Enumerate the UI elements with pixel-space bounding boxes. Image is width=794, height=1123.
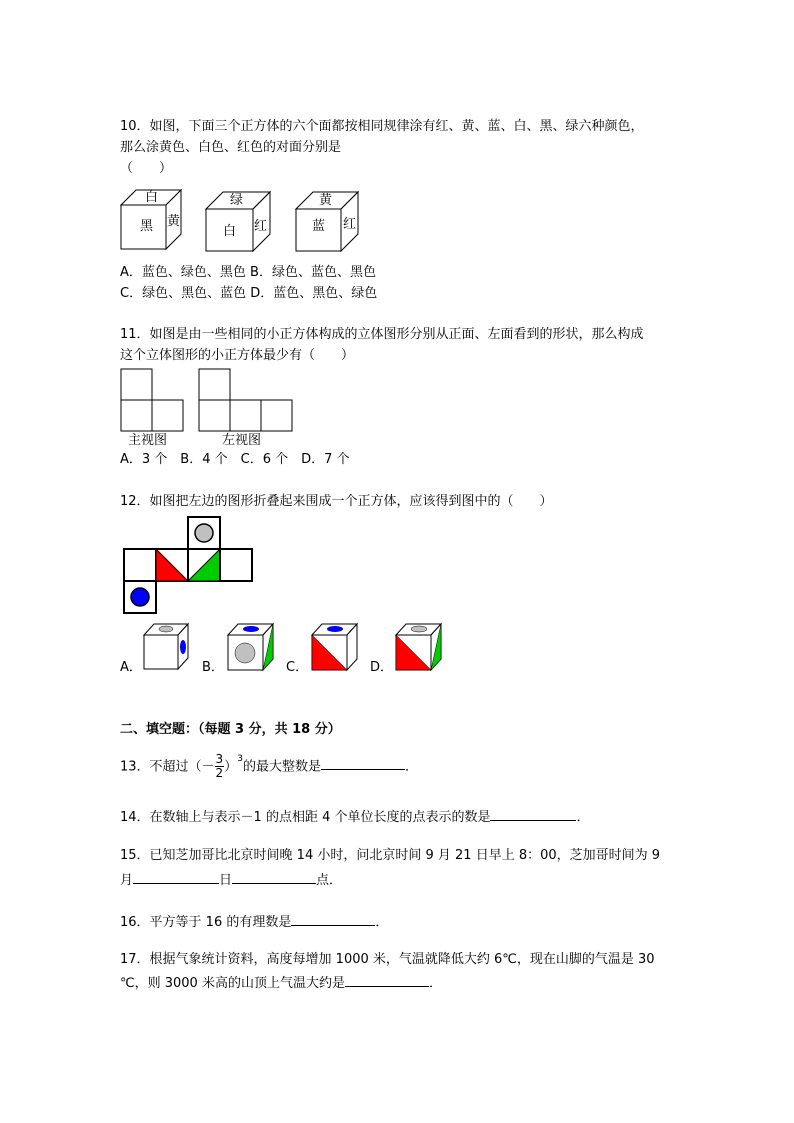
q15-hour: 点． — [316, 873, 343, 888]
q13-end: ． — [404, 759, 418, 775]
q17-line1: 17．根据气象统计资料，高度每增加 1000 米，气温就降低大约 6℃，现在山脚的气温是 30 — [120, 952, 655, 967]
q16 — [120, 911, 388, 932]
q13-answer-blank — [321, 755, 405, 770]
q14 — [120, 806, 590, 827]
q10-cubes-figure — [118, 185, 398, 255]
q10-cube2-front: 白 — [223, 224, 237, 239]
q10-cube3-front: 蓝 — [312, 219, 326, 234]
q15-line1: 15．已知芝加哥比北京时间晚 14 小时，问北京时间 9 月 21 日早上 8：00，芝加哥时间为 9 — [120, 848, 661, 863]
q10-options-cd: C．绿色、黑色、蓝色 D．蓝色、黑色、绿色 — [120, 286, 378, 301]
q12-option-c-cube — [308, 620, 362, 674]
q17-end: ． — [428, 976, 442, 991]
section2-title: 二、填空题：（每题 3 分，共 18 分） — [120, 722, 341, 737]
q10-options-ab: A．蓝色、绿色、黑色 B．绿色、蓝色、黑色 — [120, 265, 376, 280]
q15-day-blank — [133, 869, 219, 884]
q12-option-b-cube — [224, 620, 278, 674]
q12-net-figure — [120, 514, 260, 616]
q15-day: 日 — [219, 873, 233, 888]
q12-cube-net — [124, 517, 252, 613]
q10-cube3-top: 黄 — [319, 193, 333, 208]
q11-views-figure — [118, 367, 298, 435]
q13-exponent: 3 — [237, 754, 243, 764]
q16-answer-blank — [291, 911, 375, 926]
q13 — [120, 745, 418, 781]
q13-numerator: 3 — [215, 752, 224, 767]
q13-prefix: 13．不超过（－ — [120, 759, 215, 775]
q17-line2 — [120, 972, 442, 993]
q12-line1: 12．如图把左边的图形折叠起来围成一个正方体，应该得到图中的（ ） — [120, 494, 553, 509]
q10-cube-1 — [121, 190, 181, 249]
q12-option-b-label: B． — [202, 660, 224, 675]
q13-denominator: 2 — [215, 766, 224, 781]
q10-line2: 那么涂黄色、白色、红色的对面分别是 — [120, 140, 342, 155]
q10-cube2-top: 绿 — [230, 193, 244, 208]
gray-dot-icon — [195, 524, 213, 542]
q10-cube-2 — [206, 192, 270, 251]
q10-cube-3 — [296, 192, 358, 251]
q17-text: ℃，则 3000 米高的山顶上气温大约是 — [120, 976, 345, 991]
q12-option-a-cube — [140, 620, 192, 674]
q10-cube3-side: 红 — [343, 217, 357, 232]
q15-line2 — [120, 869, 342, 890]
q15-hour-blank — [232, 869, 316, 884]
q11-left-view — [199, 369, 292, 431]
q16-end: ． — [375, 915, 389, 930]
q17-answer-blank — [345, 972, 429, 987]
q14-text: 14．在数轴上与表示－1 的点相距 4 个单位长度的点表示的数是 — [120, 810, 491, 825]
q11-line1: 11．如图是由一些相同的小正方体构成的立体图形分别从正面、左面看到的形状，那么构成 — [120, 327, 644, 342]
q13-close: ） — [224, 759, 238, 775]
q10-cube1-front: 黑 — [140, 219, 154, 234]
q16-text: 16．平方等于 16 的有理数是 — [120, 915, 292, 930]
q13-fraction — [215, 753, 225, 780]
q11-label-left: 左视图 — [222, 433, 262, 448]
q12-option-d-label: D． — [370, 660, 394, 675]
q10-cube1-side: 黄 — [167, 214, 181, 229]
q10-cube1-top: 白 — [145, 190, 159, 205]
q12-option-c-label: C． — [286, 660, 309, 675]
q11-line2: 这个立体图形的小正方体最少有（ ） — [120, 348, 355, 363]
q14-end: ． — [576, 810, 590, 825]
q10-paren: （ ） — [120, 161, 173, 176]
q13-suffix: 的最大整数是 — [242, 759, 321, 775]
q14-answer-blank — [490, 806, 576, 821]
q10-cube2-side: 红 — [254, 219, 268, 234]
q11-front-view — [121, 369, 183, 431]
q11-label-front: 主视图 — [128, 433, 168, 448]
q12-option-a-label: A． — [120, 660, 142, 675]
blue-dot-icon — [131, 588, 149, 606]
q12-option-d-cube — [392, 620, 446, 674]
q11-options: A．3 个 B．4 个 C．6 个 D．7 个 — [120, 452, 350, 467]
q10-line1: 10．如图，下面三个正方体的六个面都按相同规律涂有红、黄、蓝、白、黑、绿六种颜色， — [120, 119, 644, 134]
q15-month: 月 — [120, 873, 134, 888]
